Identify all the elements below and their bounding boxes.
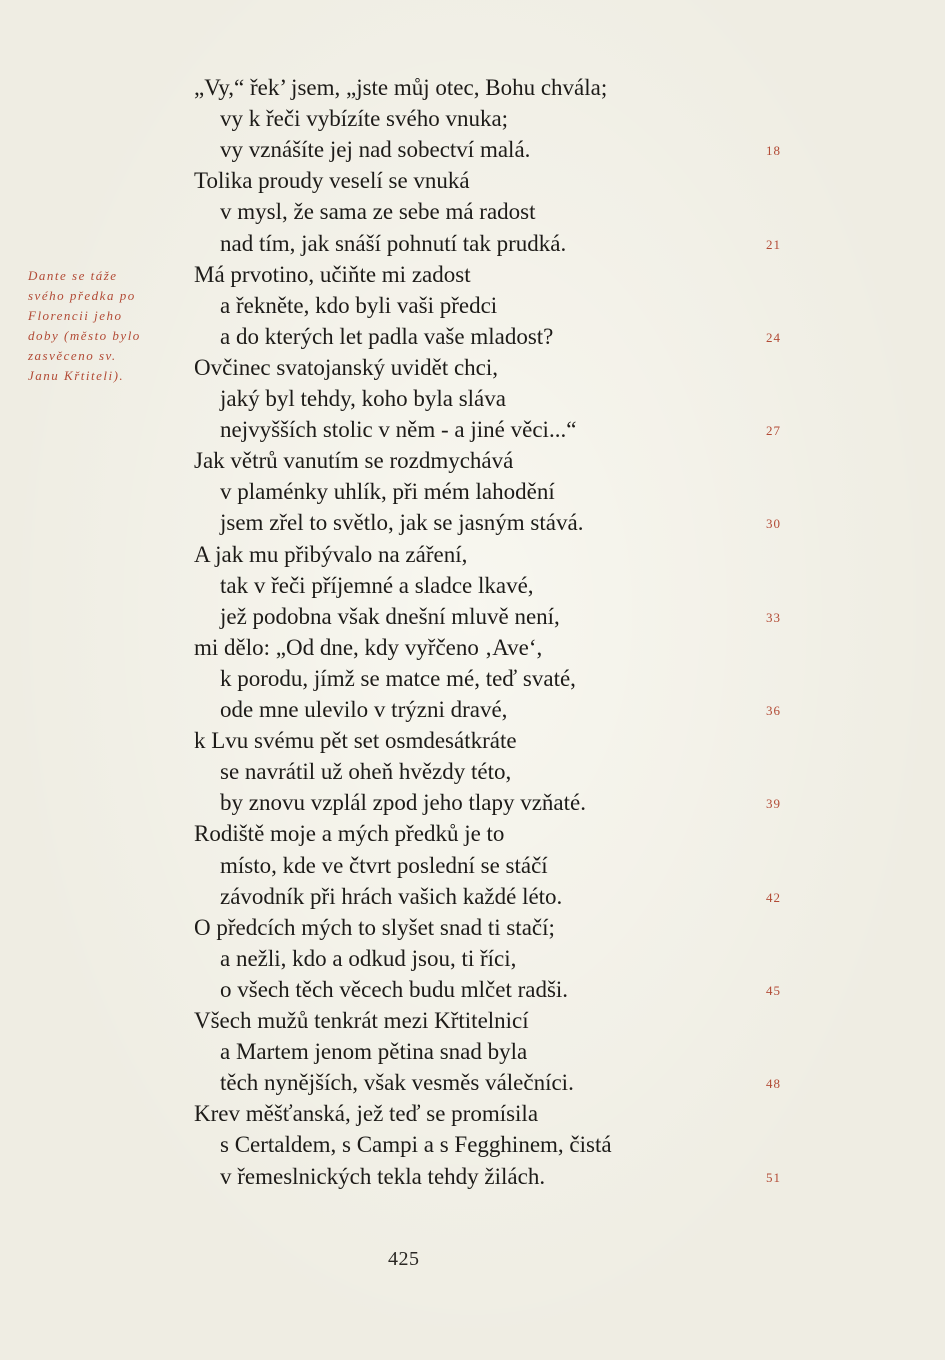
verse-line: a do kterých let padla vaše mladost? xyxy=(220,324,554,349)
verse-line: mi dělo: „Od dne, kdy vyřčeno ‚Ave‘, xyxy=(194,635,543,660)
verse-line: místo, kde ve čtvrt poslední se stáčí xyxy=(220,853,548,878)
verse-line: by znovu vzplál zpod jeho tlapy vzňaté. xyxy=(220,790,586,815)
verse-line: a řekněte, kdo byli vaši předci xyxy=(220,293,498,318)
line-number: 48 xyxy=(766,1076,781,1091)
verse-line: jaký byl tehdy, koho byla sláva xyxy=(220,386,506,411)
verse-line: s Certaldem, s Campi a s Fegghinem, čistá xyxy=(220,1132,612,1157)
verse-line: jež podobna však dnešní mluvě není, xyxy=(220,604,560,629)
verse-line: Krev měšťanská, jež teď se promísila xyxy=(194,1101,539,1126)
verse-line: Má prvotino, učiňte mi zadost xyxy=(194,262,471,287)
line-number: 24 xyxy=(766,330,781,345)
verse-line: ode mne ulevilo v trýzni dravé, xyxy=(220,697,508,722)
verse-line: Všech mužů tenkrát mezi Křtitelnicí xyxy=(194,1008,529,1033)
margin-note-line: doby (město bylo xyxy=(28,328,141,343)
verse-line: tak v řeči příjemné a sladce lkavé, xyxy=(220,573,534,598)
verse-line: nejvyšších stolic v něm - a jiné věci...“ xyxy=(220,417,577,442)
verse-line: v řemeslnických tekla tehdy žilách. xyxy=(220,1164,546,1189)
margin-note-line: zasvěceno sv. xyxy=(28,348,117,363)
margin-note-line: Dante se táže xyxy=(28,268,118,283)
line-number: 51 xyxy=(766,1170,781,1185)
verse-line: k porodu, jímž se matce mé, teď svaté, xyxy=(220,666,576,691)
verse-line: o všech těch věcech budu mlčet radši. xyxy=(220,977,569,1002)
line-number: 21 xyxy=(766,237,781,252)
verse-line: jsem zřel to světlo, jak se jasným stává. xyxy=(220,510,584,535)
line-number: 36 xyxy=(766,703,781,718)
margin-note-line: Janu Křtiteli). xyxy=(28,368,125,383)
line-number: 27 xyxy=(766,423,781,438)
verse-line: v mysl, že sama ze sebe má radost xyxy=(220,199,536,224)
verse-line: Ovčinec svatojanský uvidět chci, xyxy=(194,355,499,380)
verse-line: závodník při hrách vašich každé léto. xyxy=(220,884,563,909)
verse-line: nad tím, jak snáší pohnutí tak prudká. xyxy=(220,231,567,256)
line-number: 39 xyxy=(766,796,781,811)
verse-line: O předcích mých to slyšet snad ti stačí; xyxy=(194,915,555,940)
verse-line: a nežli, kdo a odkud jsou, ti říci, xyxy=(220,946,517,971)
verse-line: těch nynějších, však vesměs válečníci. xyxy=(220,1070,574,1095)
verse-line: Jak větrů vanutím se rozdmychává xyxy=(194,448,514,473)
verse-line: se navrátil už oheň hvězdy této, xyxy=(220,759,512,784)
line-number: 30 xyxy=(766,516,781,531)
verse-line: A jak mu přibývalo na záření, xyxy=(194,542,468,567)
page-number: 425 xyxy=(388,1248,420,1270)
verse-line: a Martem jenom pětina snad byla xyxy=(220,1039,528,1064)
verse-line: k Lvu svému pět set osmdesátkráte xyxy=(194,728,517,753)
verse-line: v plaménky uhlík, při mém lahodění xyxy=(220,479,555,504)
verse-line: vy vznášíte jej nad sobectví malá. xyxy=(220,137,531,162)
verse-line: Rodiště moje a mých předků je to xyxy=(194,821,505,846)
line-number: 42 xyxy=(766,890,781,905)
verse-line: vy k řeči vybízíte svého vnuka; xyxy=(220,106,509,131)
margin-note-line: svého předka po xyxy=(28,288,136,303)
verse-line: „Vy,“ řek’ jsem, „jste můj otec, Bohu chvála; xyxy=(194,75,608,100)
verse-line: Tolika proudy veselí se vnuká xyxy=(194,168,470,193)
line-number: 18 xyxy=(766,143,781,158)
margin-note xyxy=(28,266,178,386)
line-number: 45 xyxy=(766,983,781,998)
line-number: 33 xyxy=(766,610,781,625)
margin-note-line: Florencii jeho xyxy=(28,308,123,323)
